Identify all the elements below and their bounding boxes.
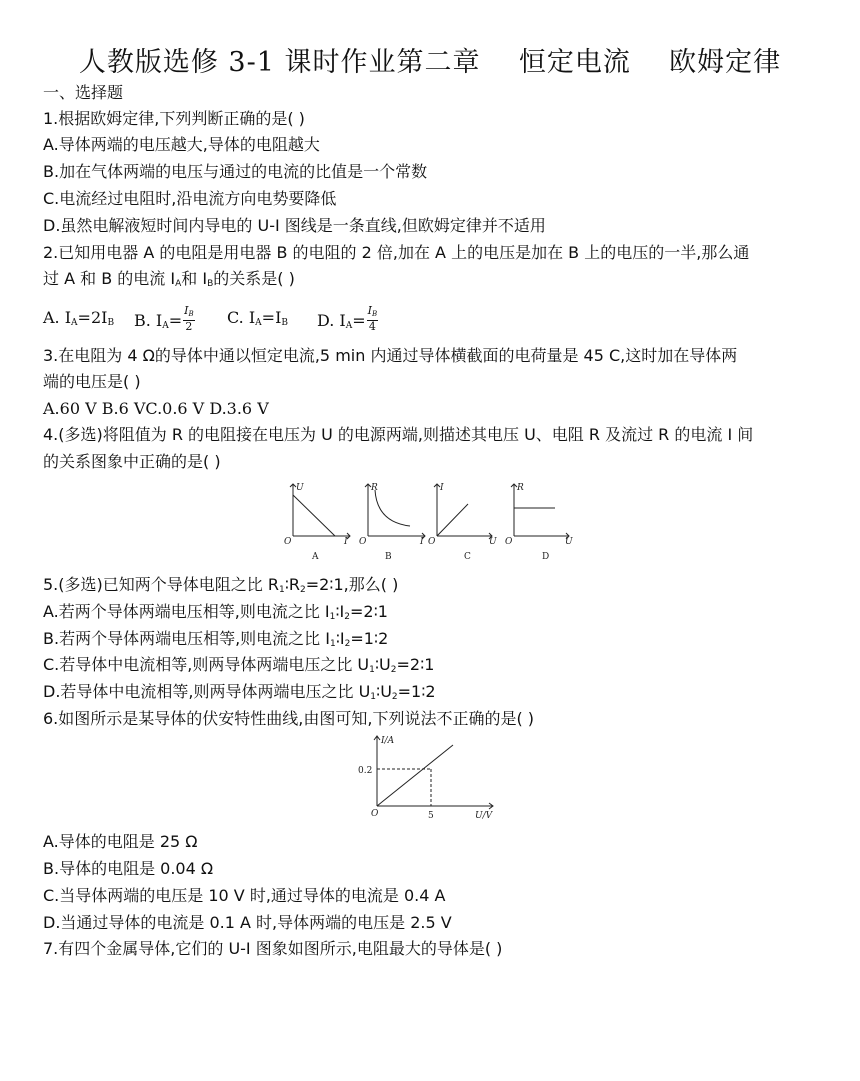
q2-options — [43, 305, 823, 335]
q2-text-pre: 过 A 和 B 的电流 I — [43, 269, 176, 288]
q6-ylabel: I/A — [381, 736, 395, 746]
q5-option-b: B.若两个导体两端电压相等,则电流之比 $I_1∶I_2=1∶2$ — [43, 629, 389, 649]
section-heading: 一、选择题 — [43, 83, 124, 102]
q2-option-a: A. $I_A=2I_B$ — [43, 308, 115, 328]
q2-text-mid: 和 I — [181, 269, 208, 288]
q2-sub-b: B — [207, 279, 214, 289]
q2-fraction-b: $\frac{I_B}{2}$ — [184, 304, 194, 333]
q4-b-caption: B — [385, 552, 392, 562]
q3-options: A.60 V B.6 VC.0.6 V D.3.6 V — [43, 399, 269, 418]
q4-a-xlabel: I — [344, 537, 348, 547]
q6-stem: 6.如图所示是某导体的伏安特性曲线,由图可知,下列说法不正确的是( ) — [43, 709, 535, 728]
q2-option-d: D. $I_A=$ $\frac{I_B}{4}$ — [317, 304, 378, 333]
q1-option-b: B.加在气体两端的电压与通过的电流的比值是一个常数 — [43, 162, 428, 181]
q1-option-a: A.导体两端的电压越大,导体的电阻越大 — [43, 135, 320, 154]
q4-a-caption: A — [312, 552, 319, 562]
q4-a-ylabel: U — [296, 483, 304, 493]
q1-option-d: D.虽然电解液短时间内导电的 U-I 图线是一条直线,但欧姆定律并不适用 — [43, 216, 546, 235]
q6-xlabel: U/V — [475, 811, 493, 821]
q4-b-origin: O — [359, 537, 367, 547]
q2-fraction-d: $\frac{I_B}{4}$ — [367, 304, 378, 333]
q7-stem: 7.有四个金属导体,它们的 U-I 图象如图所示,电阻最大的导体是( ) — [43, 939, 503, 958]
q4-d-caption: D — [542, 552, 550, 562]
q6-option-d: D.当通过导体的电流是 0.1 A 时,导体两端的电压是 2.5 V — [43, 913, 452, 932]
q1-stem: 1.根据欧姆定律,下列判断正确的是( ) — [43, 109, 305, 128]
q4-stem-line1: 4.(多选)将阻值为 R 的电阻接在电压为 U 的电源两端,则描述其电压 U、电阻 R 及流过 R 的电流 I 间 — [43, 425, 754, 444]
q4-d-origin: O — [505, 537, 513, 547]
q5-option-c: C.若导体中电流相等,则两导体两端电压之比 $U_1∶U_2=2∶1$ — [43, 655, 435, 675]
q2-sub-a: A — [175, 279, 182, 289]
q6-option-c: C.当导体两端的电压是 10 V 时,通过导体的电流是 0.4 A — [43, 886, 446, 905]
q2-stem-line2 — [43, 268, 295, 295]
page-title: 人教版选修 3-1 课时作业第二章 恒定电流 欧姆定律 — [78, 47, 782, 78]
q6-ytick: 0.2 — [358, 766, 373, 776]
q1-option-c: C.电流经过电阻时,沿电流方向电势要降低 — [43, 189, 337, 208]
q4-b-ylabel: R — [371, 483, 378, 493]
q6-option-a: A.导体的电阻是 25 Ω — [43, 832, 198, 851]
q2-option-c: C. $I_A=I_B$ — [227, 308, 289, 328]
q6-option-b: B.导体的电阻是 0.04 Ω — [43, 859, 214, 878]
q4-c-caption: C — [464, 552, 471, 562]
q4-stem-line2: 的关系图象中正确的是( ) — [43, 452, 221, 471]
q6-origin: O — [371, 809, 379, 819]
q6-graph — [355, 732, 505, 824]
q4-b-xlabel: I — [420, 537, 424, 547]
q5-option-a: A.若两个导体两端电压相等,则电流之比 $I_1∶I_2=2∶1$ — [43, 602, 388, 622]
q4-graphs-figure — [280, 478, 580, 564]
q4-c-origin: O — [428, 537, 436, 547]
q4-d-xlabel: U — [565, 537, 573, 547]
q3-stem-line1: 3.在电阻为 4 Ω的导体中通以恒定电流,5 min 内通过导体横截面的电荷量是 45 C,这时加在导体两 — [43, 346, 738, 365]
q4-c-ylabel: I — [440, 483, 444, 493]
q2-stem-line1: 2.已知用电器 A 的电阻是用电器 B 的电阻的 2 倍,加在 A 上的电压是加在 B 上的电压的一半,那么通 — [43, 243, 750, 262]
q5-stem: 5.(多选)已知两个导体电阻之比 $R_1∶R_2=2∶1$,那么( ) — [43, 575, 399, 595]
q4-c-xlabel: U — [489, 537, 497, 547]
q2-text-post: 的关系是( ) — [213, 269, 295, 288]
q5-option-d: D.若导体中电流相等,则两导体两端电压之比 $U_1∶U_2=1∶2$ — [43, 682, 436, 702]
q2-option-b: B. $I_A=$ $\frac{I_B}{2}$ — [134, 304, 194, 333]
q3-stem-line2: 端的电压是( ) — [43, 372, 141, 391]
q4-d-ylabel: R — [517, 483, 524, 493]
q6-xtick: 5 — [428, 811, 434, 821]
q4-a-origin: O — [284, 537, 292, 547]
